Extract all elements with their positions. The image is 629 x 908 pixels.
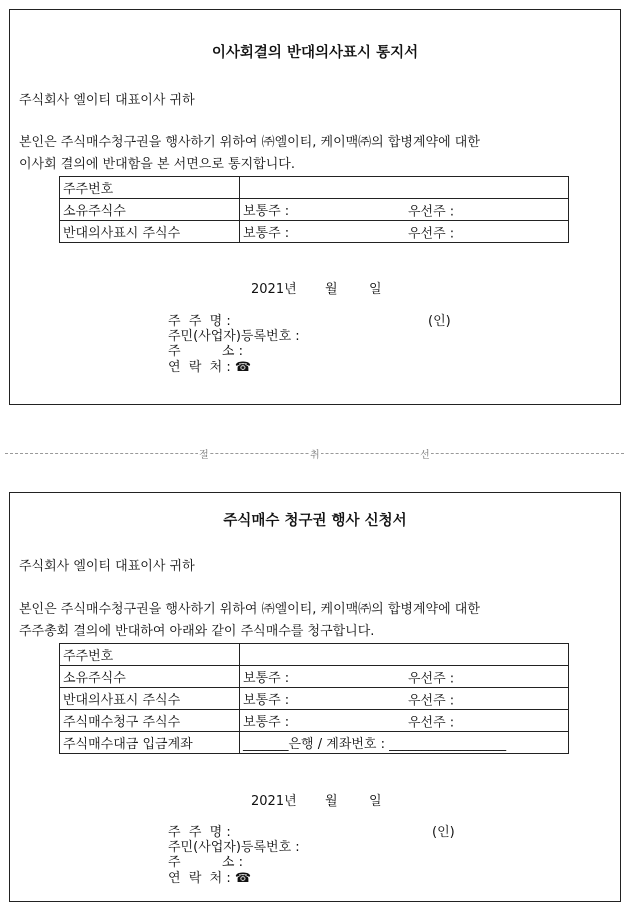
shareholder-number-label: 주주번호 xyxy=(60,177,240,199)
request-shareholder-name-label: 주 주 명 : xyxy=(168,825,231,840)
common-share-label: 보통주 : xyxy=(243,671,290,686)
request-contact-label: 연 락 처 : ☎ xyxy=(168,871,252,886)
table-row xyxy=(60,710,569,732)
notice-addressee: 주식회사 엘이티 대표이사 귀하 xyxy=(19,93,195,108)
owned-shares-field[interactable] xyxy=(240,199,569,221)
cut-line-char: 선 xyxy=(419,446,431,461)
request-address-label: 주 소 : xyxy=(168,855,243,870)
shareholder-number-field[interactable] xyxy=(240,177,569,199)
table-row xyxy=(60,199,569,221)
request-title: 주식매수 청구권 행사 신청서 xyxy=(223,513,407,529)
notice-date-year: 2021년 xyxy=(251,282,297,297)
request-body-line1: 본인은 주식매수청구권을 행사하기 위하여 ㈜엘이티, 케이맥㈜의 합병계약에 대한 xyxy=(19,602,480,617)
common-share-label: 보통주 : xyxy=(243,204,290,219)
request-registration-label: 주민(사업자)등록번호 : xyxy=(168,840,300,855)
preferred-share-label: 우선주 : xyxy=(408,671,455,686)
dissent-shares-field[interactable] xyxy=(240,688,569,710)
purchase-request-shares-field[interactable] xyxy=(240,710,569,732)
notice-contact-label: 연 락 처 : ☎ xyxy=(168,360,252,375)
request-date-day: 일 xyxy=(369,794,382,809)
cut-line-char: 취 xyxy=(309,446,321,461)
dissent-notice-form xyxy=(9,9,621,405)
notice-info-table xyxy=(59,176,569,243)
common-share-label: 보통주 : xyxy=(243,715,290,730)
table-row xyxy=(60,666,569,688)
notice-date-month: 월 xyxy=(325,282,338,297)
common-share-label: 보통주 : xyxy=(243,693,290,708)
request-addressee: 주식회사 엘이티 대표이사 귀하 xyxy=(19,559,195,574)
table-row xyxy=(60,644,569,666)
notice-address-label: 주 소 : xyxy=(168,344,243,359)
request-date-year: 2021년 xyxy=(251,794,297,809)
owned-shares-label: 소유주식수 xyxy=(60,199,240,221)
common-share-label: 보통주 : xyxy=(243,226,290,241)
owned-shares-field[interactable] xyxy=(240,666,569,688)
dissent-shares-field[interactable] xyxy=(240,221,569,243)
notice-title: 이사회결의 반대의사표시 통지서 xyxy=(211,45,419,61)
payment-account-label: 주식매수대금 입금계좌 xyxy=(60,732,240,754)
notice-date-day: 일 xyxy=(369,282,382,297)
preferred-share-label: 우선주 : xyxy=(408,204,455,219)
request-body-line2: 주주총회 결의에 반대하여 아래와 같이 주식매수를 청구합니다. xyxy=(19,624,375,639)
owned-shares-label: 소유주식수 xyxy=(60,666,240,688)
preferred-share-label: 우선주 : xyxy=(408,226,455,241)
dissent-shares-label: 반대의사표시 주식수 xyxy=(60,221,240,243)
cut-line-char: 절 xyxy=(198,446,210,461)
shareholder-number-field[interactable] xyxy=(240,644,569,666)
preferred-share-label: 우선주 : xyxy=(408,715,455,730)
notice-shareholder-name-label: 주 주 명 : xyxy=(168,314,231,329)
purchase-request-shares-label: 주식매수청구 주식수 xyxy=(60,710,240,732)
table-row xyxy=(60,177,569,199)
table-row xyxy=(60,688,569,710)
request-info-table xyxy=(59,643,569,754)
preferred-share-label: 우선주 : xyxy=(408,693,455,708)
cut-line xyxy=(5,446,624,460)
request-seal-mark: (인) xyxy=(432,825,455,840)
notice-body-line2: 이사회 결의에 반대함을 본 서면으로 통지합니다. xyxy=(19,157,295,172)
notice-body-line1: 본인은 주식매수청구권을 행사하기 위하여 ㈜엘이티, 케이맥㈜의 합병계약에 대한 xyxy=(19,135,480,150)
purchase-request-form xyxy=(9,492,621,902)
shareholder-number-label: 주주번호 xyxy=(60,644,240,666)
payment-account-field[interactable]: _______은행 / 계좌번호 : __________________ xyxy=(240,732,569,754)
notice-registration-label: 주민(사업자)등록번호 : xyxy=(168,329,300,344)
dissent-shares-label: 반대의사표시 주식수 xyxy=(60,688,240,710)
table-row xyxy=(60,732,569,754)
table-row xyxy=(60,221,569,243)
request-date-month: 월 xyxy=(325,794,338,809)
notice-seal-mark: (인) xyxy=(428,314,451,329)
